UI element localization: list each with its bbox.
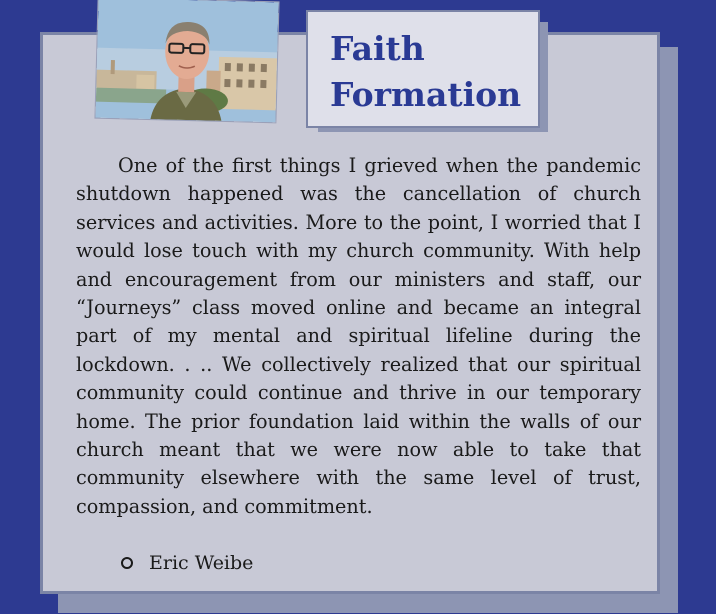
author-photo [95, 0, 278, 122]
testimonial-paragraph: One of the first things I grieved when the pandemic shutdown happened was the cancellation of church services and activities. More to the point, I worried that I would lose touch with my church community. With help and encouragement from our ministers and staff, our “Journeys” class moved online and became an integral part of my mental and spiritual lifeline during the lockdown. . .. We collectively realized that our spiritual community could continue and thrive in our temporary home. The prior foundation laid within the walls of our church meant that we were now able to take that community elsewhere with the same level of trust, compassion, and commitment. [76, 154, 641, 518]
title-line-1: Faith [330, 29, 425, 68]
title-box [306, 10, 540, 128]
hollow-circle-bullet-icon [121, 557, 133, 569]
title-line-2: Formation [330, 75, 522, 114]
attribution [121, 552, 253, 574]
author-name: Eric Weibe [149, 552, 254, 574]
page-title [330, 26, 521, 118]
